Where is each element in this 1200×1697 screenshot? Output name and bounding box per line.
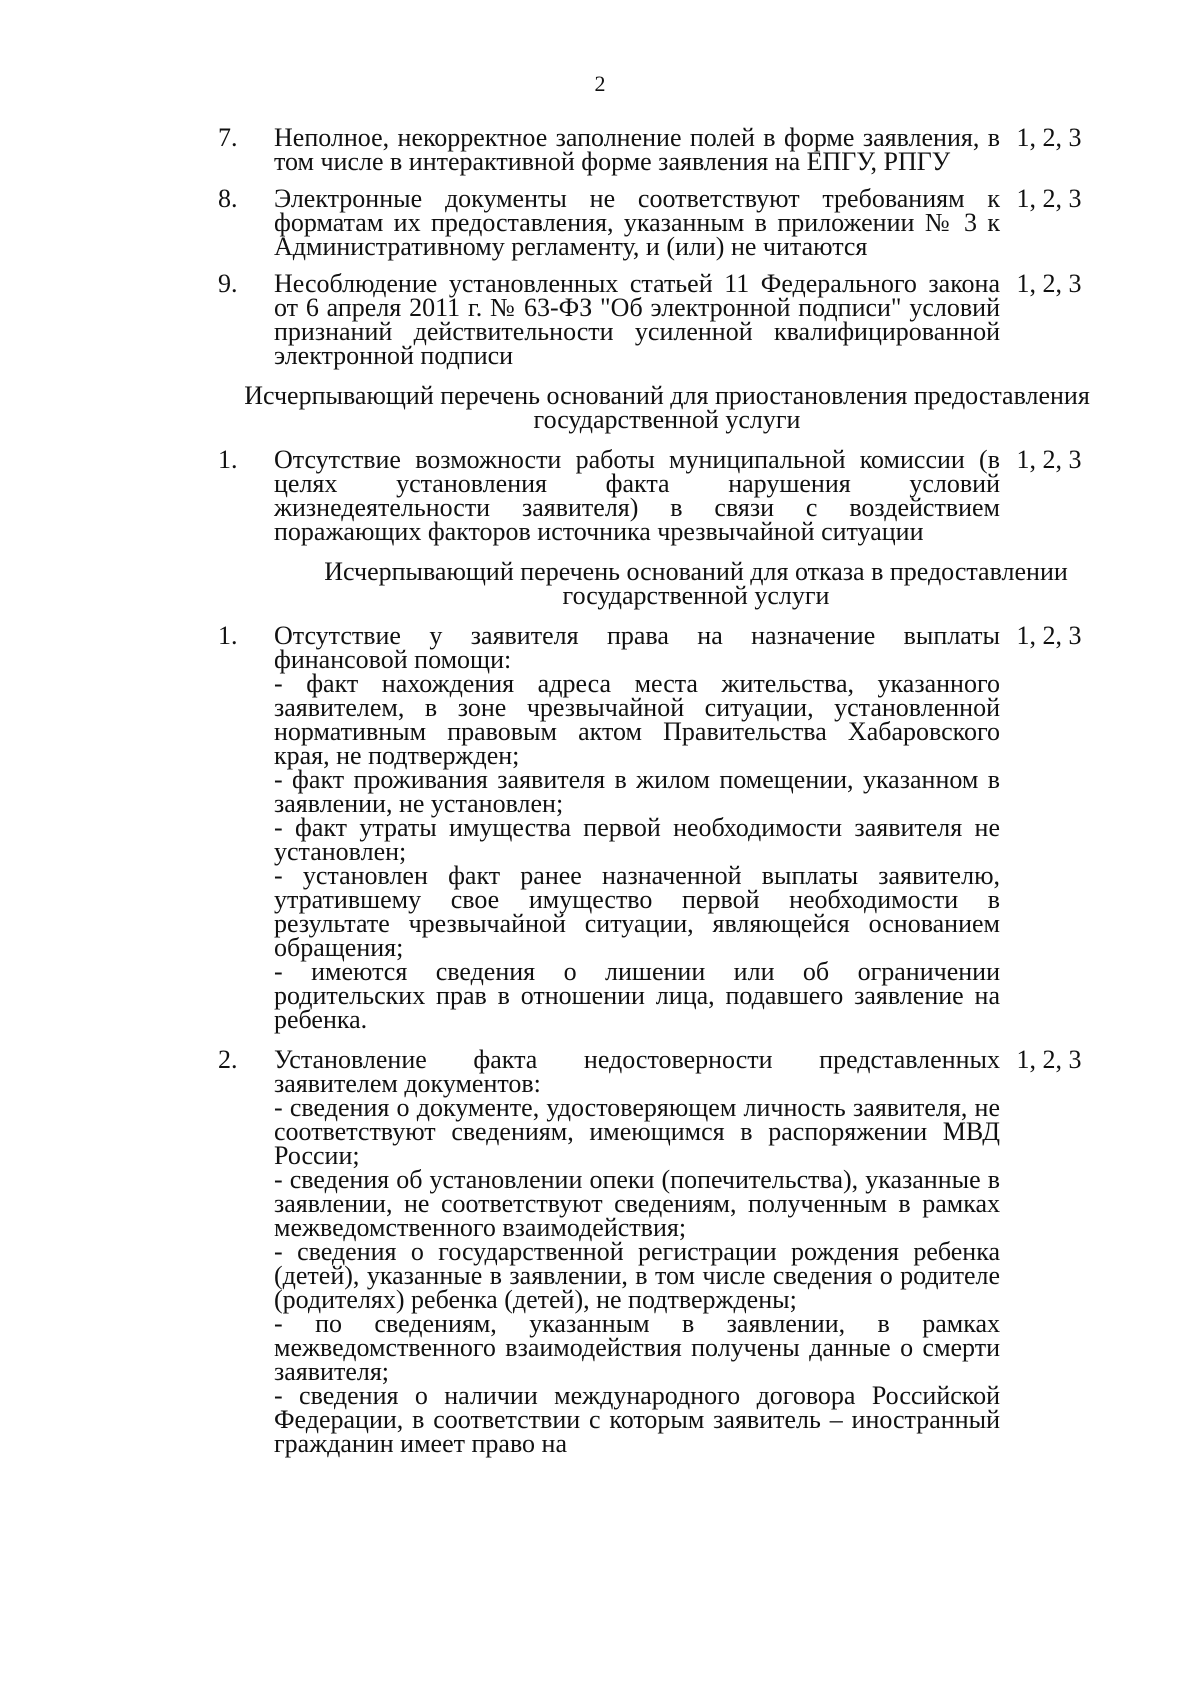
heading-line: Исчерпывающий перечень оснований для приостановления предоставления <box>244 381 1090 410</box>
item-text <box>274 269 1000 370</box>
list-item <box>218 1045 1098 1458</box>
item-text <box>274 445 1000 546</box>
item-line: Отсутствие у заявителя права на назначение выплаты финансовой помощи: <box>274 621 1000 674</box>
item-number: 8. <box>218 184 238 213</box>
item-line: Установление факта недостоверности представленных заявителем документов: <box>274 1045 1000 1098</box>
item-line: - сведения о государственной регистрации рождения ребенка (детей), указанные в заявлении, в том числе сведения о родителе (родителях) ребенка (детей), не подтверждены; <box>274 1237 1000 1314</box>
item-text <box>274 1045 1000 1458</box>
item-number: 7. <box>218 123 238 152</box>
item-codes: 1, 2, 3 <box>1016 269 1082 298</box>
item-codes: 1, 2, 3 <box>1016 184 1082 213</box>
list-item <box>218 123 1098 176</box>
item-line: - установлен факт ранее назначенной выплаты заявителю, утратившему свое имущество первой необходимости в результате чрезвычайной ситуации, являющейся основанием обращения; <box>274 861 1000 962</box>
item-line: - факт нахождения адреса места жительства, указанного заявителем, в зоне чрезвычайной ситуации, установленной нормативным правовым актом Правительства Хабаровского края, не подтвержден; <box>274 669 1000 770</box>
item-text <box>274 184 1000 261</box>
heading-line: государственной услуги <box>562 581 830 610</box>
item-line: - сведения о документе, удостоверяющем личность заявителя, не соответствуют сведениям, имеющимся в распоряжении МВД России; <box>274 1093 1000 1170</box>
item-line: Неполное, некорректное заполнение полей в форме заявления, в том числе в интерактивной форме заявления на ЕПГУ, РПГУ <box>274 123 1000 176</box>
list-item <box>218 269 1098 370</box>
item-line: Отсутствие возможности работы муниципальной комиссии (в целях установления факта нарушения условий жизнедеятельности заявителя) в связи с воздействием поражающих факторов источника чрезвычайной ситуации <box>274 445 1000 546</box>
item-line: - факт проживания заявителя в жилом помещении, указанном в заявлении, не установлен; <box>274 765 1000 818</box>
item-line: - сведения об установлении опеки (попечительства), указанные в заявлении, не соответствуют сведениям, полученным в рамках межведомственного взаимодействия; <box>274 1165 1000 1242</box>
page-number: 2 <box>594 71 606 96</box>
item-number: 9. <box>218 269 238 298</box>
item-number: 1. <box>218 621 238 650</box>
item-line: Несоблюдение установленных статьей 11 Федерального закона от 6 апреля 2011 г. № 63-ФЗ "Об электронной подписи" условий признаний действительности усиленной квалифицированной электронной подписи <box>274 269 1000 370</box>
heading-line: государственной услуги <box>533 405 801 434</box>
item-line: - по сведениям, указанным в заявлении, в рамках межведомственного взаимодействия получены данные о смерти заявителя; <box>274 1309 1000 1386</box>
item-line: - факт утраты имущества первой необходимости заявителя не установлен; <box>274 813 1000 866</box>
item-line: - сведения о наличии международного договора Российской Федерации, в соответствии с которым заявитель – иностранный гражданин имеет право на <box>274 1381 1000 1458</box>
item-line: Электронные документы не соответствуют требованиям к форматам их предоставления, указанным в приложении № 3 к Административному регламенту, и (или) не читаются <box>274 184 1000 261</box>
section-heading-suspension <box>196 381 1138 434</box>
section-heading-refusal <box>274 557 1118 610</box>
list-item <box>218 445 1098 546</box>
item-number: 1. <box>218 445 238 474</box>
item-codes: 1, 2, 3 <box>1016 621 1082 650</box>
item-line: - имеются сведения о лишении или об ограничении родительских прав в отношении лица, подавшего заявление на ребенка. <box>274 957 1000 1034</box>
item-number: 2. <box>218 1045 238 1074</box>
item-text <box>274 123 1000 176</box>
heading-line: Исчерпывающий перечень оснований для отказа в предоставлении <box>324 557 1068 586</box>
list-item <box>218 184 1098 261</box>
item-codes: 1, 2, 3 <box>1016 123 1082 152</box>
item-codes: 1, 2, 3 <box>1016 1045 1082 1074</box>
item-codes: 1, 2, 3 <box>1016 445 1082 474</box>
item-text <box>274 621 1000 1034</box>
document-body <box>218 123 1098 1458</box>
list-item <box>218 621 1098 1034</box>
